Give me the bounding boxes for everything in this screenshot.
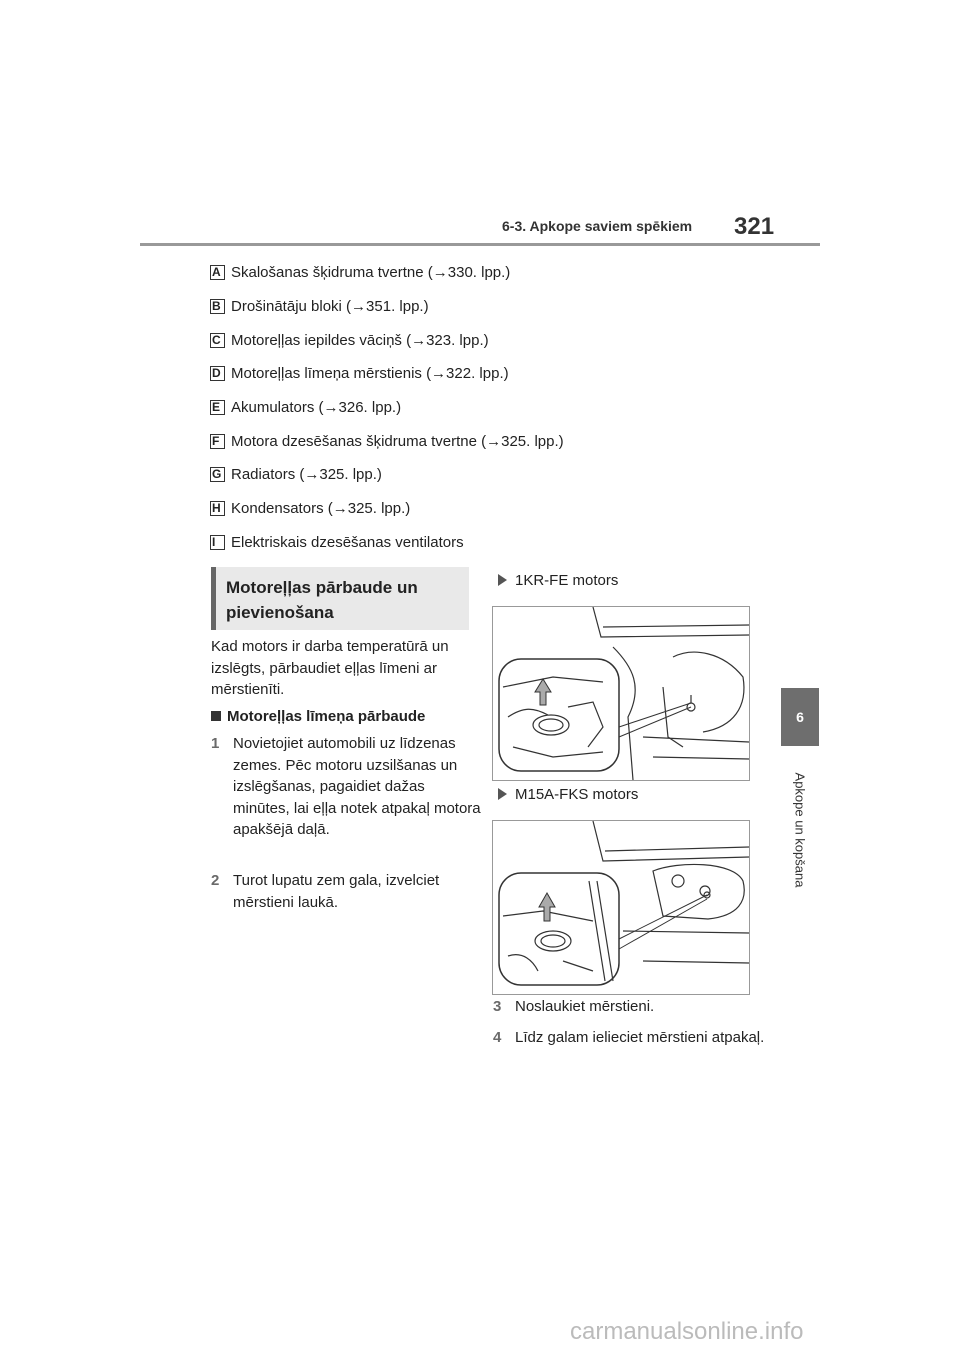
legend-item xyxy=(210,323,770,357)
legend-item xyxy=(210,492,770,526)
engine-illustration-m15a xyxy=(492,820,750,995)
legend-item xyxy=(210,290,770,324)
step-text: Noslaukiet mērstieni. xyxy=(515,998,655,1015)
step-number: 4 xyxy=(493,1029,502,1046)
legend-item xyxy=(210,256,770,290)
legend-key: G xyxy=(210,467,225,482)
step-number: 2 xyxy=(211,872,220,889)
engine-illustration-1kr xyxy=(492,606,750,781)
legend-key: A xyxy=(210,265,225,280)
section-title: 6-3. Apkope saviem spēkiem xyxy=(502,218,693,234)
section-heading-box xyxy=(211,567,469,630)
step-text: Turot lupatu zem gala, izvelciet mērstieni laukā. xyxy=(233,872,440,911)
footer-watermark: carmanualsonline.info xyxy=(570,1318,804,1345)
chapter-label xyxy=(781,760,819,900)
step-number: 1 xyxy=(211,735,220,752)
legend-text: Akumulators (→326. lpp.) xyxy=(231,399,402,417)
step-text: Līdz galam ielieciet mērstieni atpakaļ. xyxy=(515,1029,765,1046)
engine-label-m15a xyxy=(498,786,638,803)
legend-text: Radiators (→325. lpp.) xyxy=(231,466,382,484)
legend-key: E xyxy=(210,400,225,415)
legend-key: B xyxy=(210,299,225,314)
page-number: 321 xyxy=(734,213,775,240)
legend-item xyxy=(210,526,770,560)
legend-key: D xyxy=(210,366,225,381)
legend-key: C xyxy=(210,333,225,348)
legend-text: Skalošanas šķidruma tvertne (→330. lpp.) xyxy=(231,264,511,282)
legend-key: I xyxy=(210,535,225,550)
chapter-tab xyxy=(781,688,819,746)
legend-text: Kondensators (→325. lpp.) xyxy=(231,500,411,518)
component-legend xyxy=(210,256,770,559)
step-number: 3 xyxy=(493,998,502,1015)
intro-paragraph: Kad motors ir darba temperatūrā un izslēgts, pārbaudiet eļļas līmeni ar mērstienīti. xyxy=(211,638,449,698)
square-bullet-icon xyxy=(211,711,221,721)
subheading-text: Motoreļļas līmeņa pārbaude xyxy=(227,708,426,725)
step-text: Novietojiet automobili uz līdzenas zemes. Pēc motoru uzsilšanas un izslēgšanas, pagaidiet dažas minūtes, lai eļļa notek atpakaļ motora apakšējā daļā. xyxy=(233,735,481,838)
step-2 xyxy=(211,870,483,913)
legend-text: Drošinātāju bloki (→351. lpp.) xyxy=(231,298,429,316)
legend-key: F xyxy=(210,434,225,449)
chapter-label-text: Apkope un kopšana xyxy=(792,772,808,888)
engine-label-text: M15A-FKS motors xyxy=(515,786,639,803)
engine-label-1kr xyxy=(498,572,618,589)
step-4 xyxy=(493,1027,765,1049)
legend-item xyxy=(210,458,770,492)
engine-label-text: 1KR-FE motors xyxy=(515,572,619,589)
legend-text: Elektriskais dzesēšanas ventilators xyxy=(231,533,464,551)
step-1 xyxy=(211,733,483,841)
engine-bay-drawing xyxy=(493,821,749,994)
step-3 xyxy=(493,996,765,1018)
legend-text: Motoreļļas iepildes vāciņš (→323. lpp.) xyxy=(231,331,489,349)
legend-item xyxy=(210,357,770,391)
header-rule xyxy=(140,243,820,246)
legend-item xyxy=(210,391,770,425)
triangle-bullet-icon xyxy=(498,788,507,800)
legend-text: Motora dzesēšanas šķidruma tvertne (→325. lpp.) xyxy=(231,432,564,450)
section-heading: Motoreļļas pārbaude un pievienošana xyxy=(226,578,418,622)
legend-item xyxy=(210,424,770,458)
engine-bay-drawing xyxy=(493,607,749,780)
legend-key: H xyxy=(210,501,225,516)
chapter-number: 6 xyxy=(796,709,804,725)
legend-text: Motoreļļas līmeņa mērstienis (→322. lpp.) xyxy=(231,365,509,383)
subheading xyxy=(211,708,425,725)
triangle-bullet-icon xyxy=(498,574,507,586)
